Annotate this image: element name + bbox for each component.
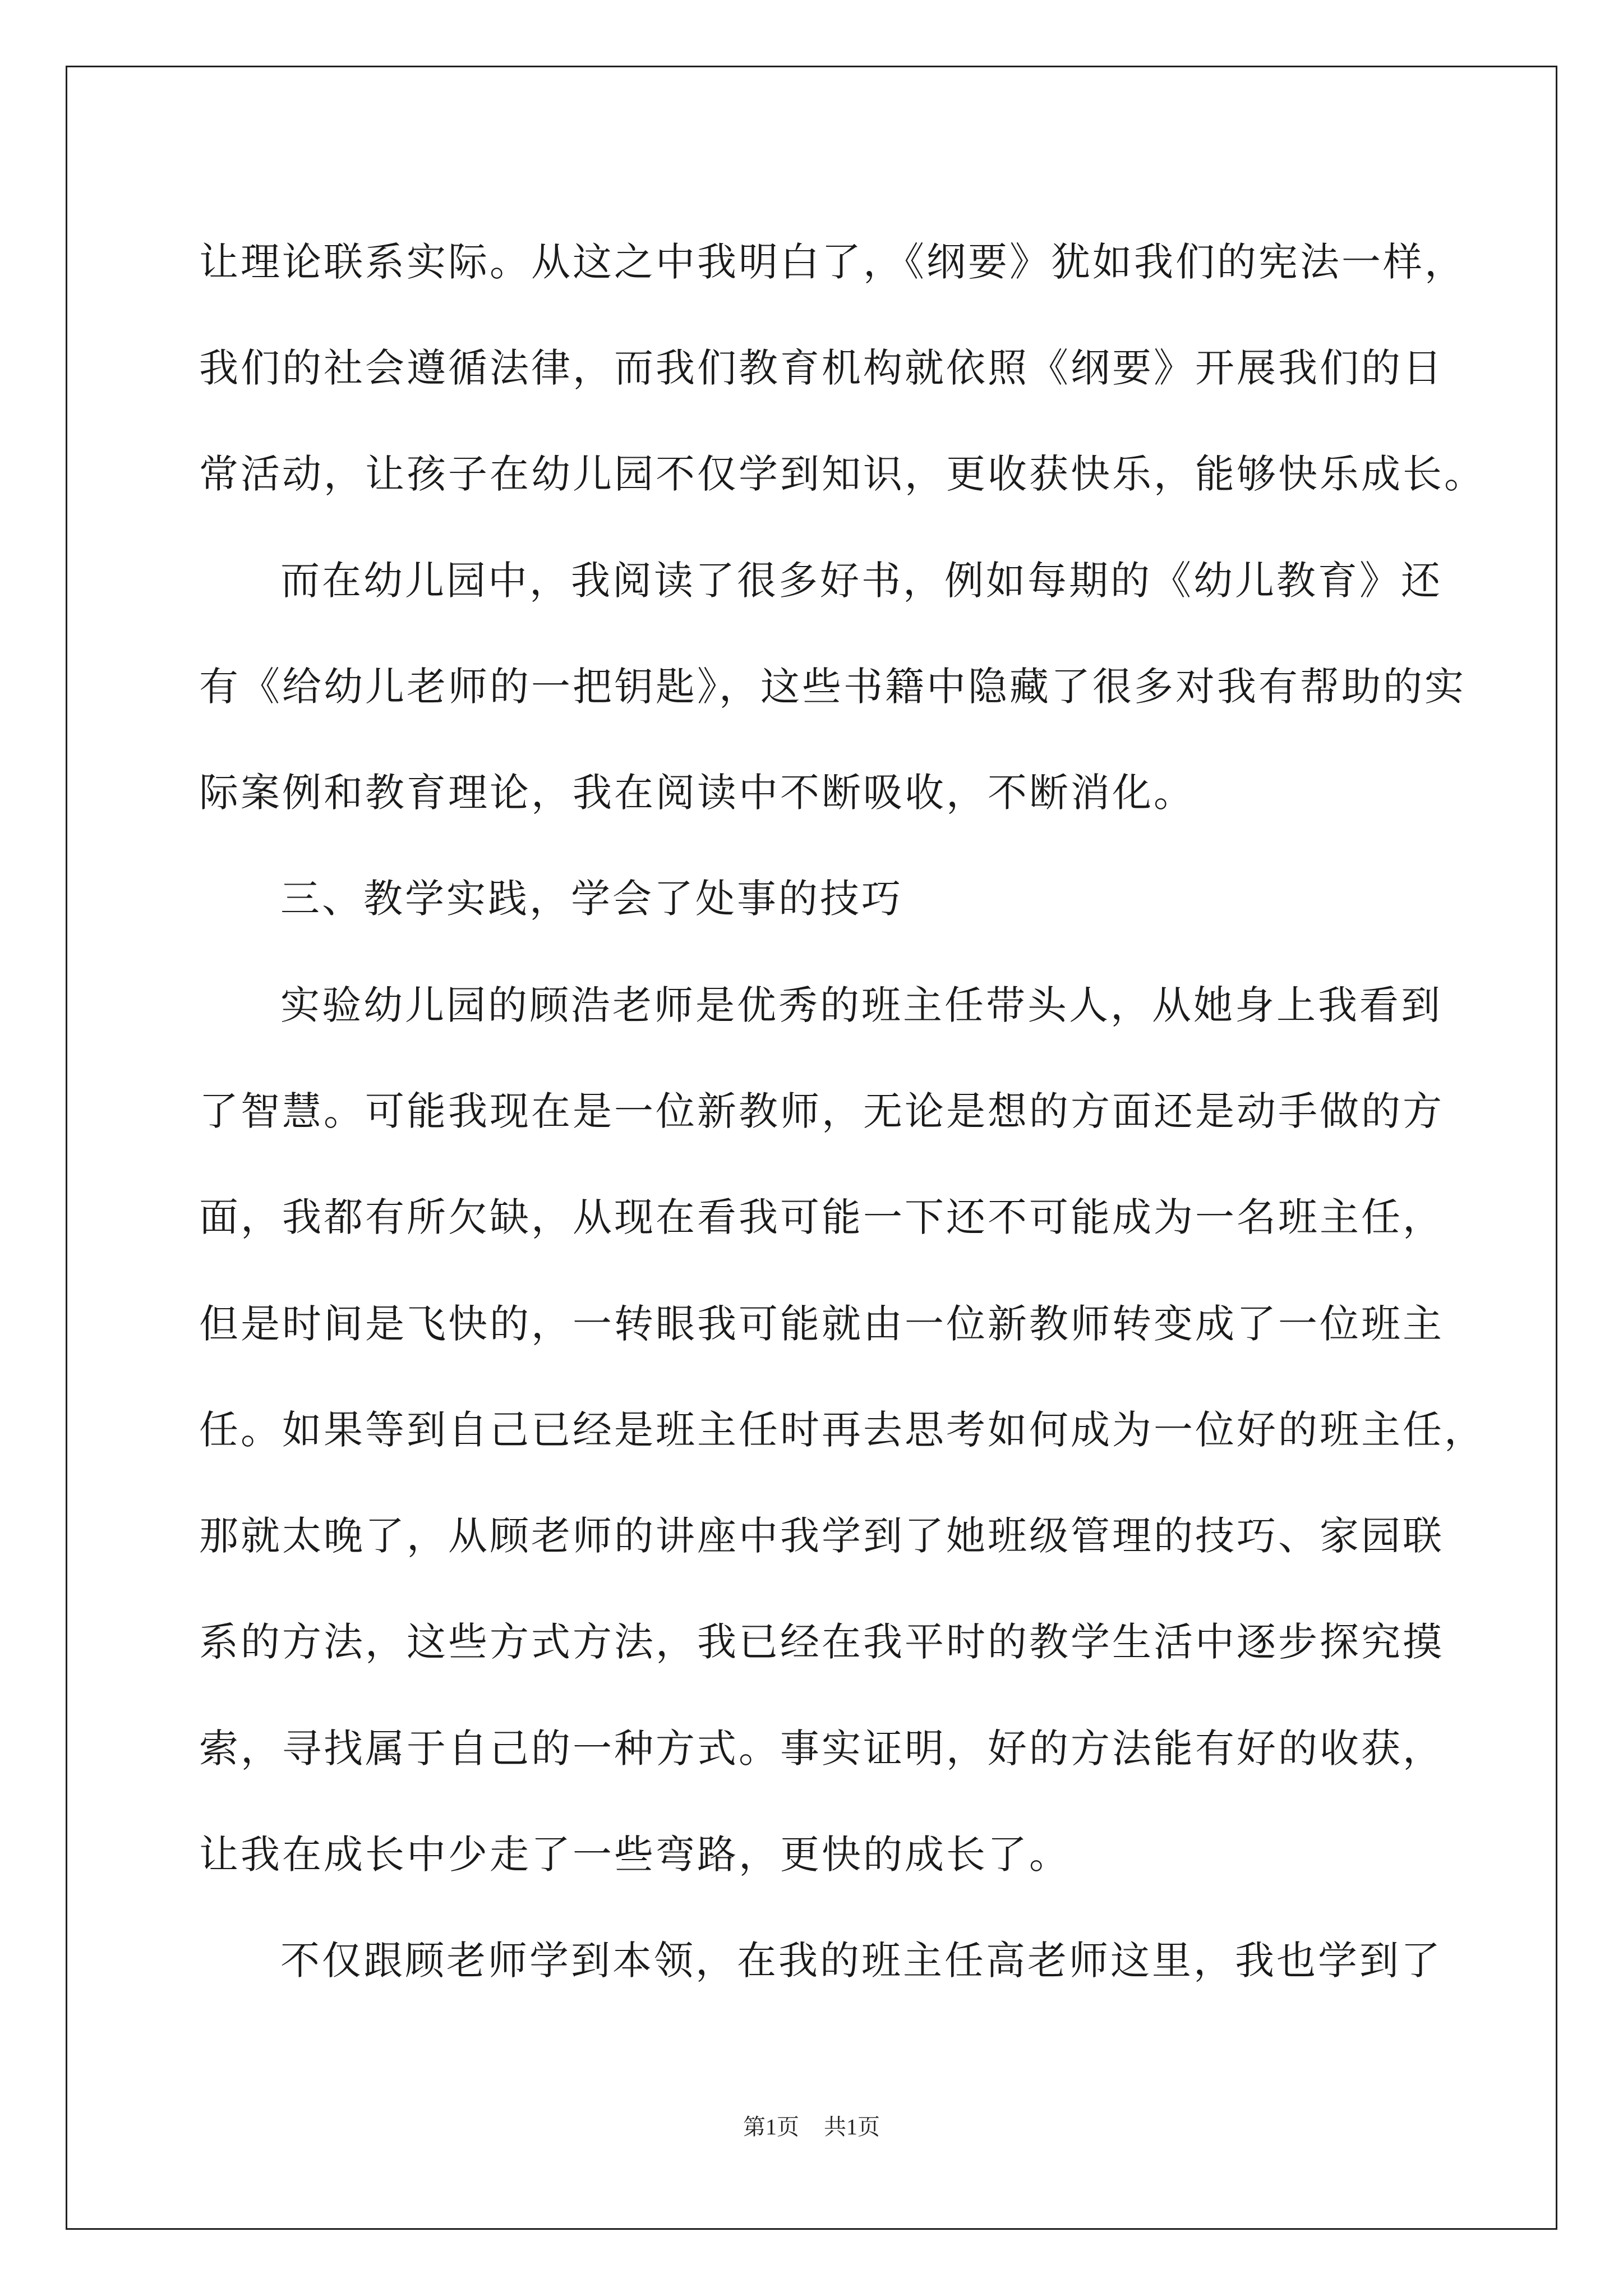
text-line: 任。如果等到自己已经是班主任时再去思考如何成为一位好的班主任，: [199, 1407, 1486, 1453]
paragraph-start-line: 不仅跟顾老师学到本领，在我的班主任高老师这里，我也学到了: [280, 1938, 1442, 1984]
text-line: 系的方法，这些方式方法，我已经在我平时的教学生活中逐步探究摸: [199, 1619, 1444, 1665]
text-line: 让理论联系实际。从这之中我明白了，《纲要》犹如我们的宪法一样，: [199, 239, 1466, 285]
text-line: 我们的社会遵循法律，而我们教育机构就依照《纲要》开展我们的日: [199, 345, 1444, 391]
text-line: 那就太晚了，从顾老师的讲座中我学到了她班级管理的技巧、家园联: [199, 1513, 1444, 1559]
paragraph-start-line: 实验幼儿园的顾浩老师是优秀的班主任带头人，从她身上我看到: [280, 982, 1442, 1028]
text-line: 常活动，让孩子在幼儿园不仅学到知识，更收获快乐，能够快乐成长。: [199, 451, 1486, 497]
text-line: 但是时间是飞快的，一转眼我可能就由一位新教师转变成了一位班主: [199, 1301, 1444, 1347]
text-line: 索，寻找属于自己的一种方式。事实证明，好的方法能有好的收获，: [199, 1726, 1444, 1772]
paragraph-start-line: 而在幼儿园中，我阅读了很多好书，例如每期的《幼儿教育》还: [280, 558, 1442, 604]
text-line: 让我在成长中少走了一些弯路，更快的成长了。: [199, 1832, 1071, 1878]
text-line: 有《给幼儿老师的一把钥匙》，这些书籍中隐藏了很多对我有帮助的实: [199, 664, 1466, 710]
text-line: 面，我都有所欠缺，从现在看我可能一下还不可能成为一名班主任，: [199, 1194, 1444, 1240]
text-line: 了智慧。可能我现在是一位新教师，无论是想的方面还是动手做的方: [199, 1088, 1444, 1134]
page-number-current: 第1页: [743, 2114, 799, 2139]
page-number-total: 共1页: [824, 2114, 880, 2139]
section-heading: 三、教学实践，学会了处事的技巧: [280, 876, 903, 922]
page-footer: [0, 2113, 1623, 2141]
text-line: 际案例和教育理论，我在阅读中不断吸收，不断消化。: [199, 770, 1195, 816]
